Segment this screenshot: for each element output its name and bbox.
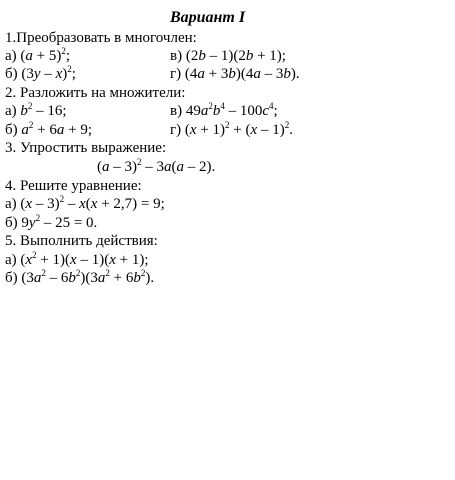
task4-item-a: а) (x – 3)$^2$ – x(x + 2,7) = 9; (5, 194, 165, 212)
task4-heading: 4. Решите уравнение: (5, 178, 142, 194)
task2-item-a: а) $b^2 - 16$; (5, 101, 67, 119)
variant-title: Вариант I (169, 9, 246, 26)
task1-item-b: б) (3y – x)$^2$; (5, 64, 76, 82)
task4-item-b: б) $9y^2 - 25 = 0$. (5, 213, 98, 231)
task2-item-g: г) $(x + 1)^2 + (x - 1)^2$. (170, 120, 293, 138)
task1-item-v: в) (2b – 1)(2b + 1); (170, 48, 286, 64)
task1-item-a: а) $(a + 5)^2$; (5, 46, 71, 64)
task5-heading: 5. Выполнить действия: (5, 233, 158, 249)
task3-heading: 3. Упростить выражение: (5, 140, 167, 156)
task5-item-a: а) $(x^2 + 1)(x - 1)(x + 1)$; (5, 250, 149, 268)
task2-item-v: в) $49a^2b^4 - 100c^4$; (170, 101, 278, 119)
task1-heading: 1.Преобразовать в многочлен: (5, 30, 197, 46)
task1-item-g: г) (4a + 3b)(4a – 3b). (170, 66, 300, 82)
task5-item-b: б) $(3a^2 - 6b^2)(3a^2 + 6b^2)$. (5, 268, 155, 286)
task2-item-b: б) $a^2 + 6a + 9$; (5, 120, 92, 138)
task3-expression: (a – 3)$^2$ – 3a(a – 2). (97, 157, 216, 175)
task2-heading: 2. Разложить на множители: (5, 85, 186, 101)
